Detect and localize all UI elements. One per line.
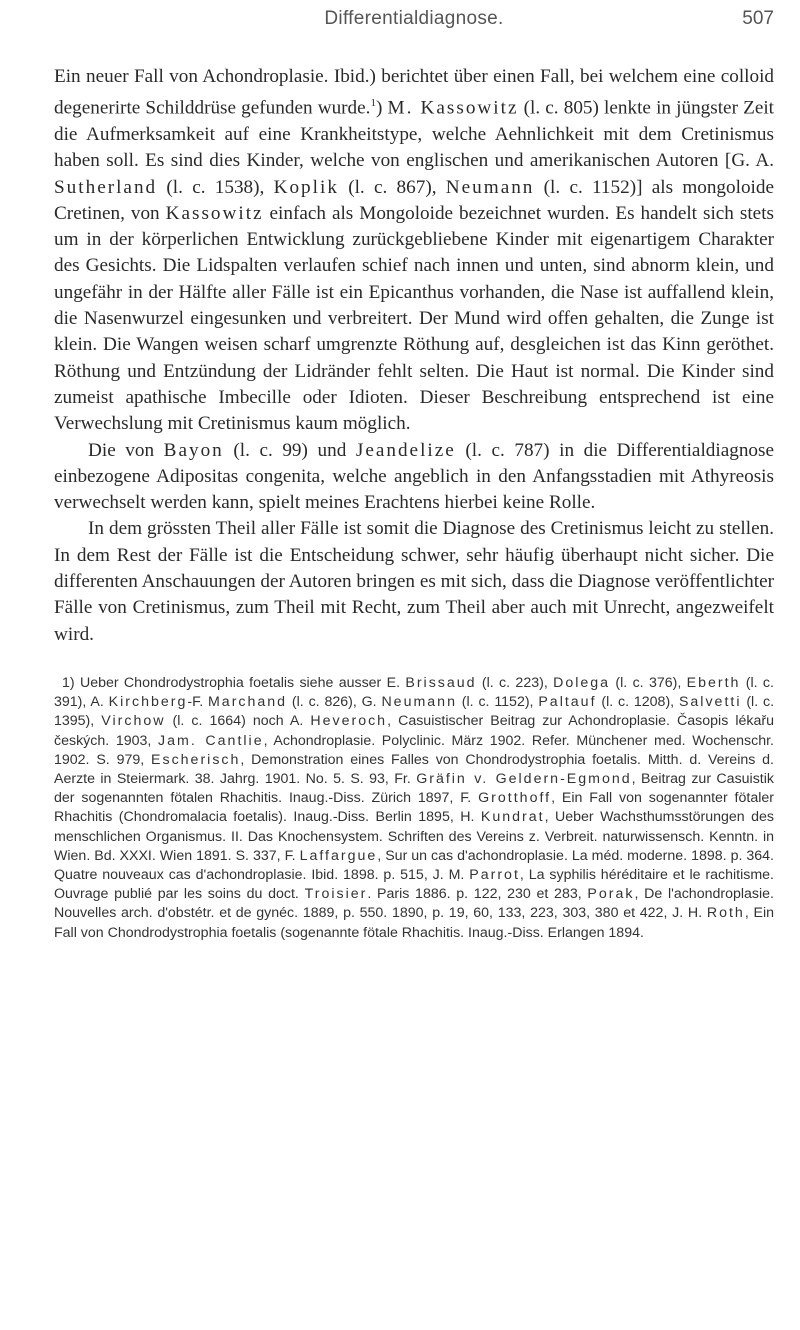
text-run: (l. c. 787) in die Differentialdiagnose einbezogene Adipositas congenita, welche angeblich in den Anfangsstadien mit Athyreosis verwechselt werden kann, spielt meines Erachtens hierbei keine Rolle. <box>54 439 774 514</box>
author-name: Porak <box>587 886 635 903</box>
text-run: (l. c. 391), A. <box>54 674 774 711</box>
text-run: (l. c. 1152), <box>456 694 539 711</box>
author-name: Dolega <box>553 674 611 691</box>
footnotes <box>54 674 774 943</box>
author-name: Grotthoff <box>478 790 552 807</box>
author-name: Escherisch <box>151 751 241 768</box>
author-name: Laffargue <box>299 847 378 864</box>
author-name: Sutherland <box>54 176 158 198</box>
text-run: , Ein Fall von Chondrodystrophia foetalis (sogenannte fötale Rhachitis. Inaug.-Diss. Erlangen 1894. <box>54 905 774 941</box>
paragraph-3 <box>54 516 774 647</box>
text-run: , Sur un cas d'achondroplasie. La méd. moderne. 1898. p. 364. Quatre nouveaux cas d'achondroplasie. Ibid. 1898. p. 515, J. M. <box>54 847 774 883</box>
author-name: Kassowitz <box>165 202 264 224</box>
text-run: ) <box>375 97 388 119</box>
text-run: (l. c. 867), <box>338 176 446 198</box>
author-name: Eberth <box>686 674 741 691</box>
author-name: Heveroch <box>310 713 388 730</box>
text-run: (l. c. 99) und <box>223 439 356 461</box>
author-name: Marchand <box>207 694 288 711</box>
text-run: , La syphilis héréditaire et le rachitisme. Ouvrage publié par les soins du doct. <box>54 866 774 903</box>
author-name: Parrot <box>469 866 520 883</box>
author-name: Troisier <box>304 886 368 903</box>
text-run: , Achondroplasie. Polyclinic. März 1902. Refer. Münchener med. Wochenschr. 1902. S. 979, <box>54 732 774 768</box>
text-run: (l. c. 376), <box>610 674 687 691</box>
author-name: Kirchberg <box>108 694 188 711</box>
text-run: (l. c. 223), <box>476 674 554 691</box>
author-name: Bayon <box>163 439 224 461</box>
author-name: Koplik <box>273 176 339 198</box>
text-run: einfach als Mongoloide bezeichnet wurden. Es handelt sich stets um in der körperlichen Entwicklung zurückgebliebene Kinder mit eigenartigem Charakter des Gesichts. Die Lidspalten verlaufen schief nach innen und unten, sind abnorm klein, und ungefähr in der Hälfte aller Fälle ist ein Epicanthus vorhanden, die Nase ist auffallend klein, die Nasenwurzel eingesunken und verbreitert. Der Mund wird offen gehalten, die Zunge ist klein. Die Wangen weisen scharf umgrenzte Röthung auf, desgleichen ist das Kinn geröthet. Röthung und Entzündung der Lidränder fehlt selten. Die Haut ist normal. Die Kinder sind zumeist apathische Imbecille oder Idioten. Dieser Beschreibung entsprechend ist eine Verwechslung mit Cretinismus kaum möglich. <box>54 202 774 435</box>
author-name: Kundrat <box>480 809 545 826</box>
text-run: Die von <box>88 439 164 461</box>
author-name: Salvetti <box>678 694 742 711</box>
author-name: Paltauf <box>538 694 597 711</box>
author-name: Virchow <box>101 713 166 730</box>
text-run: , De l'achondroplasie. Nouvelles arch. d'obstétr. et de gynéc. 1889, p. 550. 1890, p. 19, 60, 133, 223, 303, 380 et 422, J. H. <box>54 886 774 922</box>
text-run: , Demonstration eines Falles von Chondrodystrophia foetalis. Mitth. d. Vereins d. Aerzte in Steiermark. 38. Jahrg. 1901. No. 5. S. 93, Fr. <box>54 751 774 787</box>
footnote-marker: 1 <box>370 97 376 110</box>
author-name: Jeandelize <box>355 439 456 461</box>
author-name: Gräfin v. Geldern-Egmond <box>416 770 632 787</box>
author-name: M. Kassowitz <box>387 97 519 119</box>
text-run: 1) Ueber Chondrodystrophia foetalis siehe ausser E. <box>62 674 406 691</box>
author-name: Brissaud <box>405 674 477 691</box>
paragraph-1 <box>54 64 774 438</box>
running-head <box>54 0 774 38</box>
text-run: (l. c. 826), G. <box>287 694 382 711</box>
text-run: Ein neuer Fall von Achondroplasie. Ibid.) berichtet über einen Fall, bei welchem eine colloid degenerirte Schilddrüse gefunden wurde. <box>54 66 774 119</box>
text-run: (l. c. 1152)] als mongoloide Cretinen, von <box>54 176 774 224</box>
text-run: (l. c. 1664) noch A. <box>165 713 311 730</box>
text-run: , Casuistischer Beitrag zur Achondroplasie. Časopis lékařu českých. 1903, <box>54 713 774 749</box>
text-run: (l. c. 805) lenkte in jüngster Zeit die Aufmerksamkeit auf eine Krankheitstype, welche Aehnlichkeit mit dem Cretinismus haben soll. Es sind dies Kinder, welche von englischen und amerikanischen Autoren [G. A. <box>54 97 775 172</box>
footnote-1 <box>54 674 774 943</box>
page-number: 507 <box>742 8 774 29</box>
book-page <box>54 0 774 1330</box>
text-run: , Ein Fall von sogenannter fötaler Rhachitis (Chondromalacia foetalis). Inaug.-Diss. Berlin 1895, H. <box>54 790 774 826</box>
body-text <box>54 64 774 648</box>
running-title: Differentialdiagnose. <box>324 8 504 29</box>
text-run: In dem grössten Theil aller Fälle ist somit die Diagnose des Cretinismus leicht zu stellen. In dem Rest der Fälle ist die Entscheidung schwer, sehr häufig überhaupt nicht sicher. Die differenten Anschauungen der Autoren bringen es mit sich, dass die Diagnose veröffentlichter Fälle von Cretinismus, zum Theil mit Recht, zum Theil aber auch mit Unrecht, angezweifelt wird. <box>54 518 774 645</box>
text-run: (l. c. 1538), <box>157 176 274 198</box>
author-name: Neumann <box>381 694 457 711</box>
author-name: Jam. Cantlie <box>158 732 264 749</box>
author-name: Neumann <box>445 176 535 198</box>
paragraph-2 <box>54 438 774 517</box>
author-name: Roth <box>706 905 745 922</box>
text-run: (l. c. 1208), <box>596 694 679 711</box>
text-run: , Beitrag zur Casuistik der sogenannten fötalen Rhachitis. Inaug.-Diss. Zürich 1897, F. <box>54 770 774 807</box>
text-run: , Ueber Wachsthumsstörungen des menschlichen Organismus. II. Das Knochensystem. Schriften des Vereins z. Verbreit. naturwissensch. Kenntn. in Wien. Bd. XXXI. Wien 1891. S. 337, F. <box>54 809 774 864</box>
text-run: (l. c. 1395), <box>54 694 775 730</box>
text-run: . Paris 1886. p. 122, 230 et 283, <box>367 886 588 903</box>
text-run: -F. <box>187 694 208 711</box>
